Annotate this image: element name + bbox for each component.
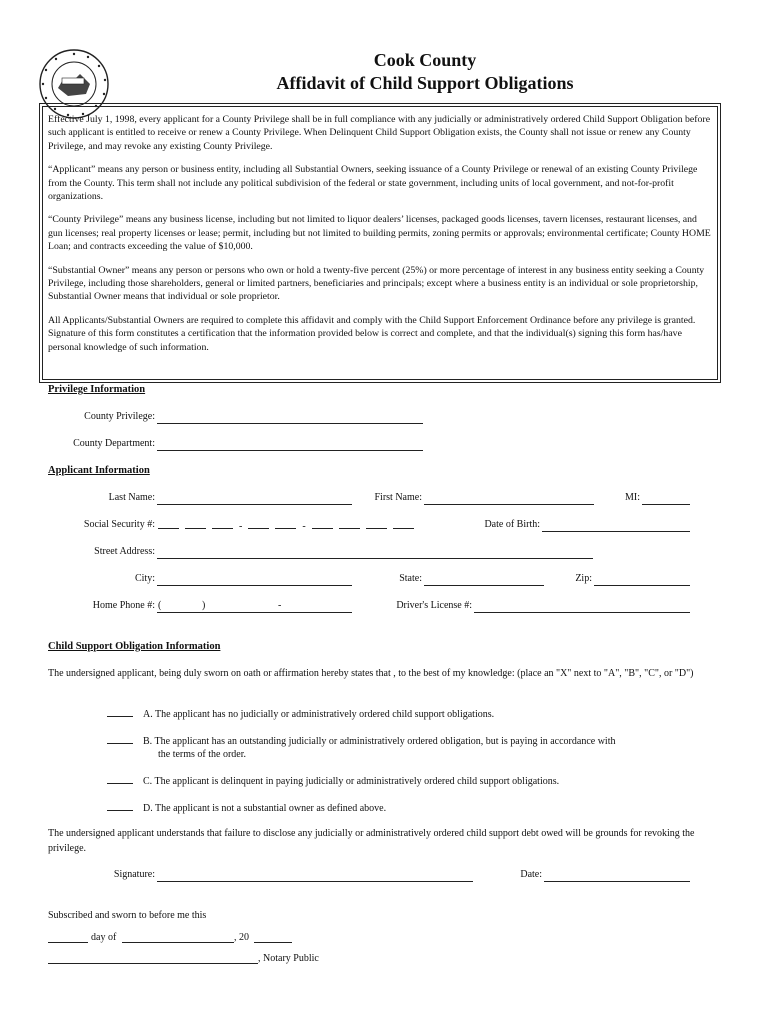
option-c-blank[interactable] [107, 774, 133, 784]
option-c-text: C. The applicant is delinquent in paying judicially or administratively ordered child support obligations. [143, 776, 560, 787]
first-name-field[interactable] [424, 504, 594, 505]
option-a-row [107, 707, 494, 722]
day-of-text: day of [91, 932, 117, 943]
dob-field[interactable] [542, 531, 690, 532]
ssn-dash: - [302, 521, 306, 532]
option-a-text: A. The applicant has no judicially or administratively ordered child support obligations. [143, 709, 495, 720]
option-d-row [107, 801, 386, 816]
option-d-text: D. The applicant is not a substantial owner as defined above. [143, 803, 387, 814]
last-name-label: Last Name: [108, 492, 155, 503]
zip-label: Zip: [575, 573, 592, 584]
street-address-field[interactable] [157, 558, 593, 559]
dob-label: Date of Birth: [484, 519, 540, 530]
street-address-label: Street Address: [94, 546, 155, 557]
ssn-dash: - [239, 521, 243, 532]
option-b-text-line2: the terms of the order. [158, 749, 247, 760]
county-department-field[interactable] [157, 450, 423, 451]
city-field[interactable] [157, 585, 352, 586]
disclosure-statement: The undersigned applicant understands that failure to disclose any judicially or administratively ordered child support debt owed will be grounds for revoking the privilege. [48, 828, 695, 854]
ssn-field[interactable] [158, 518, 420, 532]
phone-dash: - [278, 600, 282, 611]
document-title-line1: Cook County [373, 50, 477, 70]
notary-signature-field[interactable] [48, 963, 258, 964]
date-field[interactable] [544, 881, 690, 882]
applicant-info-heading: Applicant Information [48, 465, 150, 476]
zip-field[interactable] [594, 585, 690, 586]
option-d-blank[interactable] [107, 801, 133, 811]
definitions-box [42, 106, 718, 380]
first-name-label: First Name: [374, 492, 422, 503]
date-label: Date: [520, 869, 542, 880]
home-phone-field[interactable] [157, 612, 352, 613]
notary-public-text: , Notary Public [258, 953, 319, 964]
intro-paragraph-1: Effective July 1, 1998, every applicant for a County Privilege shall be in full compliance with any judicially or administratively ordered Child Support Obligation before such applicant is entitled to receive or renew a County Privilege. When Delinquent Child Support Obligation exists, the County shall not issue or renew any County Privilege, and may revoke any existing County Privilege. [48, 114, 711, 152]
year-prefix-text: , 20 [234, 932, 249, 943]
obligation-instructions: The undersigned applicant, being duly sworn on oath or affirmation hereby states that , to the best of my knowledge: (place an "X" next to "A", "B", "C", or "D") [48, 668, 694, 679]
drivers-license-field[interactable] [474, 612, 690, 613]
notary-year-field[interactable] [254, 942, 292, 943]
mi-label: MI: [625, 492, 640, 503]
state-field[interactable] [424, 585, 544, 586]
notary-day-field[interactable] [48, 942, 88, 943]
intro-paragraph-3: “County Privilege” means any business license, including but not limited to liquor dealers’ licenses, packaged goods licenses, tavern licenses, restaurant licenses, and gun licenses; real property licenses or lease; permit, including but not limited to building permits, zoning permits or approvals; environmental certificate; County HOME Loan; and contracts exceeding the value of $10,000. [48, 214, 711, 253]
phone-open-paren: ( [158, 600, 162, 611]
signature-field[interactable] [157, 881, 473, 882]
county-privilege-field[interactable] [157, 423, 423, 424]
obligation-info-heading: Child Support Obligation Information [48, 641, 221, 652]
intro-paragraph-5: All Applicants/Substantial Owners are required to complete this affidavit and comply with the Child Support Enforcement Ordinance before any privilege is granted. Signature of this form constitutes a certification that the information provided below is correct and complete, and that the individual(s) signing this form has/have personal knowledge of such information. [48, 314, 696, 353]
home-phone-label: Home Phone #: [92, 600, 155, 611]
intro-paragraph-4: “Substantial Owner” means any person or persons who own or hold a twenty-five percent (25%) or more percentage of interest in any business entity seeking a County Privilege, including those shareholders, general or limited partners, beneficiaries and principals; except where a business entity is an individual or sole proprietorship, Substantial Owner means that individual or sole proprietor. [48, 264, 705, 303]
phone-close-paren: ) [202, 600, 206, 611]
document-title-line2: Affidavit of Child Support Obligations [276, 73, 574, 93]
ssn-label: Social Security #: [83, 519, 155, 530]
intro-paragraph-2: “Applicant” means any person or business entity, including all Substantial Owners, seeking issuance of a County Privilege or renewal of an existing County Privilege from the County. This term shall not include any political subdivision of the federal or state government, including units of local government, and not-for-profit organizations. [48, 164, 698, 203]
drivers-license-label: Driver's License #: [396, 600, 472, 611]
option-c-row [107, 774, 559, 789]
option-b-text: B. The applicant has an outstanding judicially or administratively ordered obligation, but is paying in accordance with [143, 736, 616, 747]
city-label: City: [134, 573, 155, 584]
signature-label: Signature: [113, 869, 155, 880]
notary-month-field[interactable] [122, 942, 234, 943]
county-privilege-label: County Privilege: [84, 411, 155, 422]
last-name-field[interactable] [157, 504, 352, 505]
county-department-label: County Department: [73, 438, 155, 449]
subscribed-text: Subscribed and sworn to before me this [48, 910, 207, 921]
mi-field[interactable] [642, 504, 690, 505]
privilege-info-heading: Privilege Information [48, 384, 146, 395]
state-label: State: [399, 573, 422, 584]
option-b-blank[interactable] [107, 734, 133, 744]
option-a-blank[interactable] [107, 707, 133, 717]
